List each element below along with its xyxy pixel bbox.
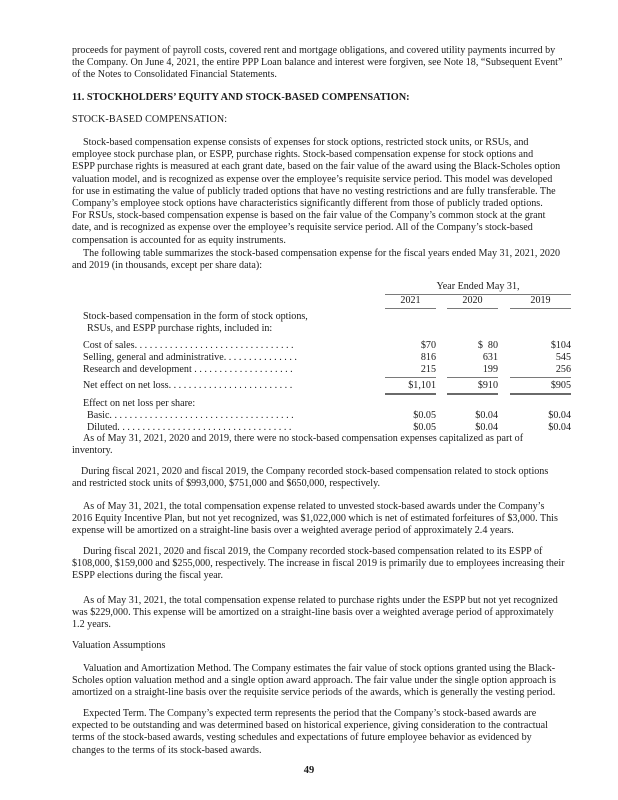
table-row <box>72 364 572 376</box>
column-rule <box>510 308 571 309</box>
cell-2021: 215 <box>420 364 436 375</box>
text-line: for use in estimating the value of publicly traded options that have no vesting restrictions and are fully transferable. The <box>72 185 556 197</box>
text-line: Scholes option valuation method and a single option award approach. The fair value under the single option approach is <box>72 675 556 687</box>
column-header-2020: 2020 <box>462 295 483 306</box>
paragraph-espp <box>72 546 572 583</box>
subtotal-rule <box>447 377 498 378</box>
cell-2020: $0.04 <box>475 410 498 421</box>
text-line: As of May 31, 2021, the total compensation expense related to purchase rights under the ESPP but not yet recognized <box>83 595 558 606</box>
cell-2021: $70 <box>420 340 436 351</box>
text-line: compensation is accounted for as equity instruments. <box>72 234 286 246</box>
paragraph-espp-unrecognized <box>72 595 572 632</box>
paragraph-expected-term <box>72 708 572 757</box>
row-label: Cost of sales. . . . . . . . . . . . . . . . . . . . . . . . . . . . . . . . <box>83 340 294 351</box>
text-line: Expected Term. The Company’s expected term represents the period that the Company’s stock-based awards are <box>83 708 537 719</box>
text-line: 1.2 years. <box>72 619 111 631</box>
cell-2020: 199 <box>482 364 498 375</box>
total-double-rule <box>447 393 498 395</box>
row-label: Basic. . . . . . . . . . . . . . . . . . . . . . . . . . . . . . . . . . . . . <box>87 410 294 421</box>
column-header-2019: 2019 <box>530 295 551 306</box>
subtotal-rule <box>385 377 436 378</box>
subtotal-rule <box>510 377 571 378</box>
caption-line: Stock-based compensation in the form of stock options, <box>83 311 308 322</box>
text-line: Company’s employee stock options have characteristics significantly different from those of publicly traded options. <box>72 198 543 210</box>
cell-2021: 816 <box>420 352 436 363</box>
section-subtitle: STOCK-BASED COMPENSATION: <box>72 114 228 125</box>
per-share-caption <box>72 398 572 410</box>
row-label: Net effect on net loss. . . . . . . . . . . . . . . . . . . . . . . . . <box>83 380 293 391</box>
text-line: For RSUs, stock-based compensation expense is based on the fair value of the Company’s common stock at the grant <box>72 210 546 222</box>
cell-2019: $104 <box>550 340 571 351</box>
table-group-header: Year Ended May 31, <box>436 281 520 292</box>
paragraph-options-rsu <box>72 466 572 490</box>
table-caption <box>72 311 572 323</box>
column-rule <box>447 308 498 309</box>
cell-2020: 631 <box>482 352 498 363</box>
subsection-heading: Valuation Assumptions <box>72 640 166 651</box>
table-row <box>72 340 572 352</box>
table-caption <box>72 323 572 335</box>
text-line: amortized on a straight-line basis over the requisite service periods of the awards, which is generally the vesting period. <box>72 687 556 699</box>
cell-2020: $ 80 <box>477 340 498 351</box>
table-row <box>72 410 572 422</box>
text-line: Valuation and Amortization Method. The Company estimates the fair value of stock options granted using the Black- <box>83 663 556 674</box>
text-line: employee stock purchase plan, or ESPP, purchase rights. Stock-based compensation expense for stock options and <box>72 149 534 161</box>
text-line: During fiscal 2021, 2020 and fiscal 2019, the Company recorded stock-based compensation related to its ESPP of <box>83 546 543 557</box>
cell-2019: 545 <box>555 352 571 363</box>
section-title: 11. STOCKHOLDERS’ EQUITY AND STOCK-BASED COMPENSATION: <box>72 92 410 103</box>
text-line: The following table summarizes the stock-based compensation expense for the fiscal years ended May 31, 2021, 2020 <box>83 248 561 259</box>
table-row <box>72 352 572 364</box>
cell-2021: $0.05 <box>413 410 436 421</box>
caption-line: Effect on net loss per share: <box>83 398 196 409</box>
paragraph-unvested <box>72 501 572 538</box>
column-rule <box>385 308 436 309</box>
row-label: Research and development . . . . . . . . . . . . . . . . . . . . <box>83 364 293 375</box>
cell-2020: $910 <box>477 380 498 391</box>
text-line: proceeds for payment of payroll costs, covered rent and mortgage obligations, and covered utility payments incurred by <box>72 45 556 56</box>
column-header-2021: 2021 <box>400 295 421 306</box>
text-line: of the Notes to Consolidated Financial Statements. <box>72 69 277 81</box>
text-line: Stock-based compensation expense consists of expenses for stock options, restricted stock units, or RSUs, and <box>83 137 529 148</box>
cell-2019: 256 <box>555 364 571 375</box>
cell-2021: $1,101 <box>408 380 436 391</box>
cell-2019: $0.04 <box>548 410 571 421</box>
text-line: valuation model, and is recognized as expense over the employee’s requisite service period. This model was developed <box>72 173 553 185</box>
table-total-row <box>72 380 572 392</box>
compensation-table <box>72 281 572 433</box>
text-line: expense will be amortized on a straight-line basis over a weighted average period of approximately 2.4 years. <box>72 525 514 537</box>
paragraph-valuation-method <box>72 663 572 700</box>
text-line: As of May 31, 2021, 2020 and 2019, there were no stock-based compensation expenses capitalized as part of <box>83 433 524 444</box>
text-line: and restricted stock units of $993,000, $751,000 and $650,000, respectively. <box>72 478 380 490</box>
cell-2020: $0.04 <box>475 422 498 433</box>
cell-2021: $0.05 <box>413 422 436 433</box>
text-line: changes to the terms of its stock-based awards. <box>72 744 262 756</box>
paragraph-capitalized <box>72 433 572 457</box>
text-line: inventory. <box>72 445 113 457</box>
text-line: ESPP purchase rights is measured at each grant date, based on the fair value of the award using the Black-Scholes option <box>72 161 561 173</box>
text-line: was $229,000. This expense will be amortized on a straight-line basis over a weighted average period of approximately <box>72 607 554 619</box>
text-line: date, and is recognized as expense over the employee’s requisite service period. All of the Company’s stock-based <box>72 222 533 234</box>
text-line: During fiscal 2021, 2020 and fiscal 2019, the Company recorded stock-based compensation related to stock options <box>81 466 549 477</box>
text-line: terms of the stock-based awards, vesting schedules and expectations of future employee behavior as evidenced by <box>72 732 532 744</box>
paragraph-overview <box>72 137 572 247</box>
intro-paragraph <box>72 45 572 82</box>
paragraph-table-intro <box>72 248 572 272</box>
text-line: 2016 Equity Incentive Plan, but not yet recognized, was $1,022,000 which is net of estimated forfeitures of $3,000. This <box>72 513 558 525</box>
cell-2019: $0.04 <box>548 422 571 433</box>
text-line: $108,000, $159,000 and $255,000, respectively. The increase in fiscal 2019 is primarily due to employees increasing their <box>72 558 565 570</box>
cell-2019: $905 <box>550 380 571 391</box>
page-number: 49 <box>303 765 315 776</box>
row-label: Diluted. . . . . . . . . . . . . . . . . . . . . . . . . . . . . . . . . . . <box>87 422 292 433</box>
row-label: Selling, general and administrative. . . . . . . . . . . . . . . <box>83 352 297 363</box>
text-line: and 2019 (in thousands, except per share data): <box>72 260 263 272</box>
caption-line: RSUs, and ESPP purchase rights, included in: <box>87 323 273 334</box>
text-line: the Company. On June 4, 2021, the entire PPP Loan balance and interest were forgiven, see Note 18, “Subsequent Event” <box>72 57 563 69</box>
text-line: ESPP elections during the fiscal year. <box>72 570 224 582</box>
total-double-rule <box>385 393 436 395</box>
total-double-rule <box>510 393 571 395</box>
text-line: As of May 31, 2021, the total compensation expense related to unvested stock-based awards under the Company’s <box>83 501 545 512</box>
text-line: expected to be outstanding and was determined based on historical experience, giving consideration to the contractual <box>72 720 548 732</box>
